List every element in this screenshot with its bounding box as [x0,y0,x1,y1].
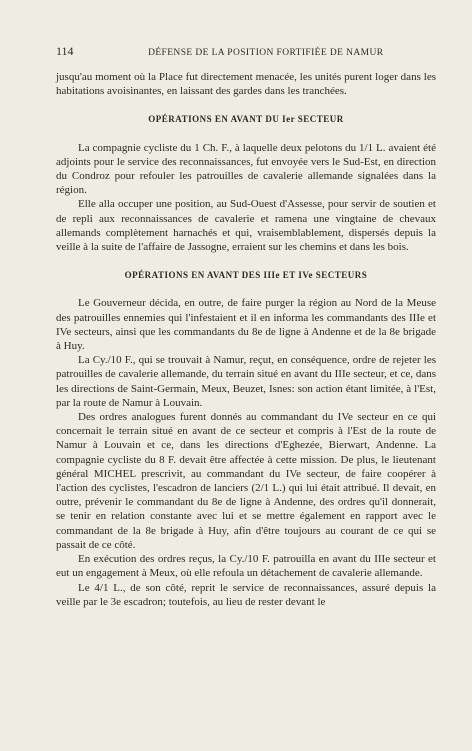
paragraph: En exécution des ordres reçus, la Cy./10 F. patrouilla en avant du IIIe secteur et eut un engagement à Meux, où elle refoula un détachement de cavalerie allemande. [56,553,436,580]
page-body [56,70,436,609]
paragraph: Elle alla occuper une position, au Sud-Ouest d'Assesse, pour servir de soutien et de repli aux reconnaissances de cavalerie et ramena une vingtaine de chevaux allemands complètement harnachés et qui, vraisemblablement, dispersés depuis la veille à la suite de l'affaire de Jassogne, erraient sur les chemins et dans les bois. [56,198,436,254]
paragraph: Le Gouverneur décida, en outre, de faire purger la région au Nord de la Meuse des patrouilles ennemies qui l'infestaient et il en informa les commandants des IIIe et IVe secteurs, ainsi que les commandants du 8e de ligne à Andenne et de la 8e brigade à Huy. [56,297,436,353]
page-number: 114 [56,44,74,58]
paragraph: Des ordres analogues furent donnés au commandant du IVe secteur en ce qui concernait le terrain situé en avant de ce secteur et compris à l'Est de la route de Namur à Louvain et ce, dans les directions d'Eghezée, Bierwart, Andenne. La compagnie cycliste du 8 F. devait être affectée à cette mission. De plus, le lieutenant général MICHEL prescrivit, au commandant du IVe secteur, de faire coopérer à l'action des cyclistes, l'escadron de lanciers (2/1 L.) qui lui était attribué. Il devait, en outre, prévenir le commandant du 8e de ligne à Andenne, des ordres qu'il donnerait, se tenir en relation constante avec lui et se mettre également en rapport avec le commandant de la 8e brigade à Huy, afin d'être toujours au courant de ce qui se passait de ce côté. [56,411,436,551]
paragraph: La compagnie cycliste du 1 Ch. F., à laquelle deux pelotons du 1/1 L. avaient été adjoints pour le service des reconnaissances, fut envoyée vers le Sud-Est, en direction du Condroz pour refouler les patrouilles de cavalerie allemande signalées dans la région. [56,141,436,197]
page-header [56,44,436,59]
paragraph: Le 4/1 L., de son côté, reprit le service de reconnaissances, assuré depuis la veille par le 3e escadron; toutefois, au lieu de rester devant le [56,581,436,608]
paragraph: La Cy./10 F., qui se trouvait à Namur, reçut, en conséquence, ordre de rejeter les patrouilles de cavalerie allemande, du terrain situé en avant du IIIe secteur, et ce, dans les directions de Saint-Germain, Meux, Beuzet, Isnes: son action étant limitée, à l'Est, par la route de Namur à Louvain. [56,354,436,409]
section-heading: OPÉRATIONS EN AVANT DU Ier SECTEUR [148,114,344,125]
section-heading: OPÉRATIONS EN AVANT DES IIIe ET IVe SECTEURS [124,270,368,281]
paragraph: jusqu'au moment où la Place fut directement menacée, les unités purent loger dans les habitations avoisinantes, en laissant des gardes dans les tranchées. [56,71,436,98]
running-title: DÉFENSE DE LA POSITION FORTIFIÉE DE NAMUR [148,48,384,58]
